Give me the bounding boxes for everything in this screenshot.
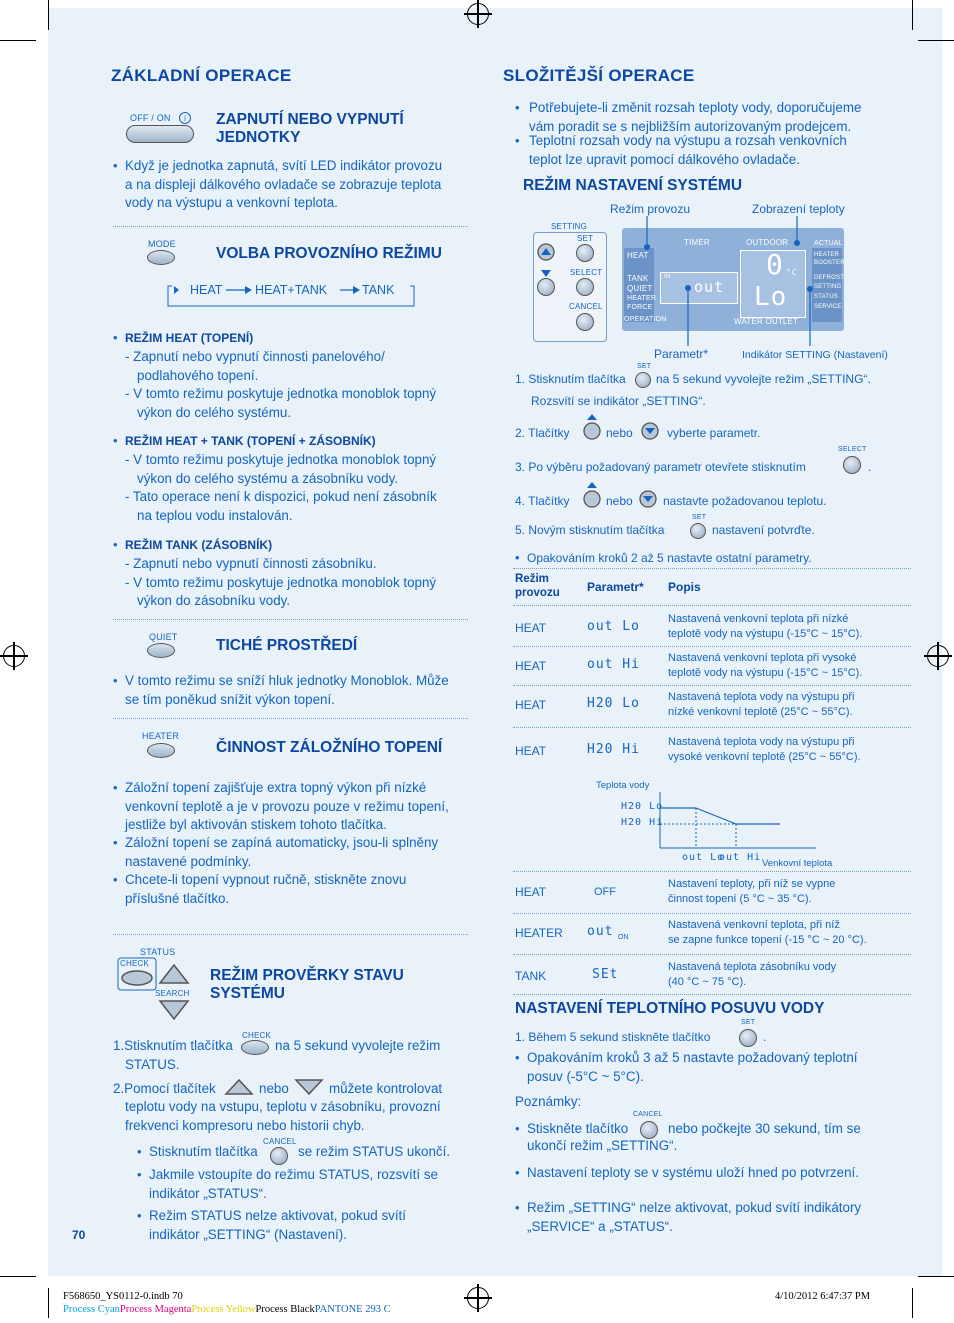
callout-mode: Režim provozu <box>610 202 691 216</box>
up-button-icon <box>582 413 602 446</box>
status-step-2: 2.Pomocí tlačítek <box>113 1081 216 1096</box>
callout-setting-indicator: Indikátor SETTING (Nastavení) <box>742 349 888 361</box>
intro-bullet-1: Potřebujete-li změnit rozsah teploty vody, doporučujeme vám poradit se s nejbližším autorizovaným prodejcem. <box>529 100 862 134</box>
table-row-parameter: out <box>587 924 614 939</box>
heater-bullet-3: Chcete-li topení vypnout ručně, stiskněte znovu příslušné tlačítko. <box>125 872 407 906</box>
lcd-out: out <box>694 278 725 296</box>
mode-heading: VOLBA PROVOZNÍHO REŽIMU <box>216 245 442 262</box>
cancel-inline-button <box>270 1147 288 1165</box>
heattank-mode-title: REŽIM HEAT + TANK (TOPENÍ + ZÁSOBNÍK) <box>125 434 376 448</box>
table-header-parameter: Parametr* <box>587 580 644 594</box>
down-button-icon <box>638 489 658 514</box>
page-number: 70 <box>72 1228 86 1242</box>
search-label: SEARCH <box>155 989 190 998</box>
heater-heading: ČINNOST ZÁLOŽNÍHO TOPENÍ <box>216 739 443 756</box>
lcd-temperature: 0 <box>766 248 784 281</box>
up-button-icon <box>582 481 602 514</box>
footer-file-name: F568650_YS0112-0.indb 70 <box>63 1291 183 1302</box>
check-inline-label: CHECK <box>242 1031 272 1040</box>
table-row-parameter: out Hi <box>587 657 640 672</box>
heater-bullet-1: Záložní topení zajišťuje extra topný výkon při nízké venkovní teplotě a je v provozu pouze v režimu topení, jestliže byl aktivován stiskem tohoto tlačítka. <box>125 780 449 833</box>
system-settings-heading: REŽIM NASTAVENÍ SYSTÉMU <box>523 177 743 194</box>
table-header-description: Popis <box>668 580 701 594</box>
registration-mark-icon <box>3 645 25 667</box>
mode-button-label: MODE <box>148 239 176 249</box>
setting-step-4: 4. Tlačítky <box>515 494 570 508</box>
check-inline-button <box>241 1040 269 1055</box>
search-down-button[interactable] <box>160 1000 190 1020</box>
table-row-description: Nastavená venkovní teplota při vysoké teplotě vody na výstupu (-15°C ~ 15°C). <box>668 652 863 679</box>
heat-mode-description: - Zapnutí nebo vypnutí činnosti panelového/ podlahového topení. - V tomto režimu poskytuje jednotka monoblok topný výkon do celého systému. <box>125 349 437 420</box>
flow-heat: HEAT <box>190 283 223 297</box>
heater-button[interactable] <box>147 743 175 758</box>
crop-mark <box>48 1288 49 1318</box>
shift-bullet: Opakováním kroků 3 až 5 nastavte požadovaný teplotní posuv (-5°C ~ 5°C). <box>527 1050 858 1084</box>
graph-y-label: Teplota vody <box>596 780 650 791</box>
heater-bullet-2: Záložní topení se zapíná automaticky, jsou-li splněny nastavené podmínky. <box>125 835 439 869</box>
table-row-parameter: SEt <box>592 967 619 982</box>
setting-step-5: 5. Novým stisknutím tlačítka <box>515 523 665 537</box>
flow-heat-tank: HEAT+TANK <box>255 283 328 297</box>
table-row-parameter: OFF <box>594 886 616 898</box>
repeat-steps-note: Opakováním kroků 2 až 5 nastavte ostatní parametry. <box>527 551 812 565</box>
footer-color-separations: Process CyanProcess MagentaProcess YellowProcess BlackPANTONE 293 C <box>63 1304 391 1315</box>
footer-date: 4/10/2012 6:47:37 PM <box>775 1291 871 1302</box>
remote-cancel-button[interactable] <box>576 313 594 331</box>
crop-mark <box>918 1276 954 1277</box>
lcd-lo: Lo <box>754 282 788 312</box>
crop-mark <box>0 1276 36 1277</box>
setting-step-3: 3. Po výběru požadovaný parametr otevřete stisknutím <box>515 460 806 474</box>
left-section-title: ZÁKLADNÍ OPERACE <box>111 66 292 85</box>
registration-mark-icon <box>467 3 489 25</box>
mode-button[interactable] <box>147 250 175 265</box>
temperature-shift-heading: NASTAVENÍ TEPLOTNÍHO POSUVU VODY <box>515 1000 825 1017</box>
offon-button-label: OFF / ON <box>130 113 171 123</box>
tank-mode-description: - Zapnutí nebo vypnutí činnosti zásobníku. - V tomto režimu poskytuje jednotka monoblok topný výkon do zásobníku vody. <box>125 556 437 609</box>
set-inline-button <box>635 372 651 388</box>
status-heading: REŽIM PROVĚRKY STAVU SYSTÉMU <box>210 967 404 1002</box>
onoff-heading: ZAPNUTÍ NEBO VYPNUTÍ JEDNOTKY <box>216 111 404 146</box>
table-row-description: Nastavená teplota zásobníku vody (40 °C ~ 75 °C). <box>668 961 837 988</box>
select-inline-button <box>843 456 861 474</box>
graph-x-label: Venkovní teplota <box>762 858 833 869</box>
setting-step-1: 1. Stisknutím tlačítka <box>515 372 626 386</box>
crop-mark <box>912 0 913 30</box>
table-row-description: Nastavená venkovní teplota při nízké teplotě vody na výstupu (-15°C ~ 15°C). <box>668 613 863 640</box>
remote-up-button[interactable] <box>537 243 555 266</box>
status-label: STATUS <box>140 947 176 957</box>
table-row-parameter: H20 Hi <box>587 742 640 757</box>
notes-label: Poznámky: <box>515 1094 582 1109</box>
shift-step-1: 1. Během 5 sekund stiskněte tlačítko <box>515 1030 711 1044</box>
remote-select-button[interactable] <box>576 278 594 296</box>
registration-mark-icon <box>467 1287 489 1309</box>
right-section-title: SLOŽITĚJŠÍ OPERACE <box>503 66 695 85</box>
callout-parameter: Parametr* <box>654 347 709 361</box>
registration-mark-icon <box>927 645 949 667</box>
table-row-mode: HEATER <box>515 926 563 940</box>
quiet-description: V tomto režimu se sníží hluk jednotky Monoblok. Může se tím poněkud snížit výkon topení. <box>125 673 449 707</box>
status-step-1: 1.Stisknutím tlačítka <box>113 1038 233 1053</box>
heater-button-label: HEATER <box>142 731 180 741</box>
heattank-mode-description: - V tomto režimu poskytuje jednotka monoblok topný výkon do celého systému a zásobníku vody. - Tato operace není k dispozici, pokud není zásobník na teplou vodu instalován. <box>125 452 437 523</box>
check-label: CHECK <box>120 959 150 968</box>
crop-mark <box>48 0 49 30</box>
table-row-description: Nastavená teplota vody na výstupu při nízké venkovní teplotě (25°C ~ 55°C). <box>668 691 855 718</box>
note-1: Stiskněte tlačítko <box>527 1121 629 1136</box>
status-sub-1: Stisknutím tlačítka <box>149 1144 258 1159</box>
intro-bullet-2: Teplotní rozsah vody na výstupu a rozsah venkovních teplot lze upravit pomocí dálkového ovladače. <box>529 133 847 167</box>
table-header-mode: Režim provozu <box>515 573 560 599</box>
crop-mark <box>912 1288 913 1318</box>
down-button-icon <box>640 421 660 446</box>
remote-down-button[interactable] <box>537 278 555 296</box>
callout-temperature: Zobrazení teploty <box>752 202 845 216</box>
table-row-description: Nastavená teplota vody na výstupu při vysoké venkovní teplotě (25°C ~ 55°C). <box>668 736 861 763</box>
table-row-description: Nastavená venkovní teplota, při níž se zapne funkce topení (-15 °C ~ 20 °C). <box>668 919 867 946</box>
setting-step-2: 2. Tlačítky <box>515 426 570 440</box>
status-sub-2: Jakmile vstoupíte do režimu STATUS, rozsvítí se indikátor „STATUS“. <box>149 1167 438 1201</box>
table-row-mode: TANK <box>515 969 547 983</box>
table-row-mode: HEAT <box>515 698 547 712</box>
quiet-button-label: QUIET <box>149 632 178 642</box>
flow-tank: TANK <box>362 283 395 297</box>
quiet-button[interactable] <box>147 643 175 658</box>
crop-mark <box>0 40 36 41</box>
table-row-mode: HEAT <box>515 621 547 635</box>
offon-button[interactable] <box>126 125 194 143</box>
tank-mode-title: REŽIM TANK (ZÁSOBNÍK) <box>125 538 273 552</box>
crop-mark <box>918 40 954 41</box>
set-inline-button <box>690 523 706 539</box>
table-row-mode: HEAT <box>515 744 547 758</box>
note-3: Režim „SETTING“ nelze aktivovat, pokud svítí indikátory „SERVICE“ a „STATUS“. <box>527 1200 862 1234</box>
table-row-mode: HEAT <box>515 659 547 673</box>
status-sub-3: Režim STATUS nelze aktivovat, pokud svítí indikátor „SETTING“ (Nastavení). <box>149 1208 406 1242</box>
mode-flow-diagram <box>166 280 416 308</box>
table-row-parameter: H20 Lo <box>587 696 640 711</box>
remote-set-button[interactable] <box>576 244 594 262</box>
table-row-mode: HEAT <box>515 885 547 899</box>
power-indicator-icon: i <box>179 112 191 124</box>
quiet-heading: TICHÉ PROSTŘEDÍ <box>216 637 358 654</box>
table-row-parameter: out Lo <box>587 619 640 634</box>
onoff-description: Když je jednotka zapnutá, svítí LED indikátor provozu a na displeji dálkového ovladače se zobrazuje teplota vody na výstupu a venkovní teplota. <box>125 158 443 211</box>
note-2: Nastavení teploty se v systému uloží hned po potvrzení. <box>527 1165 859 1180</box>
table-row-description: Nastavení teploty, při níž se vypne činnost topení (5 °C ~ 35 °C). <box>668 878 836 905</box>
set-inline-button <box>739 1029 757 1047</box>
search-up-button[interactable] <box>160 963 190 983</box>
heat-mode-title: REŽIM HEAT (TOPENÍ) <box>125 331 254 345</box>
